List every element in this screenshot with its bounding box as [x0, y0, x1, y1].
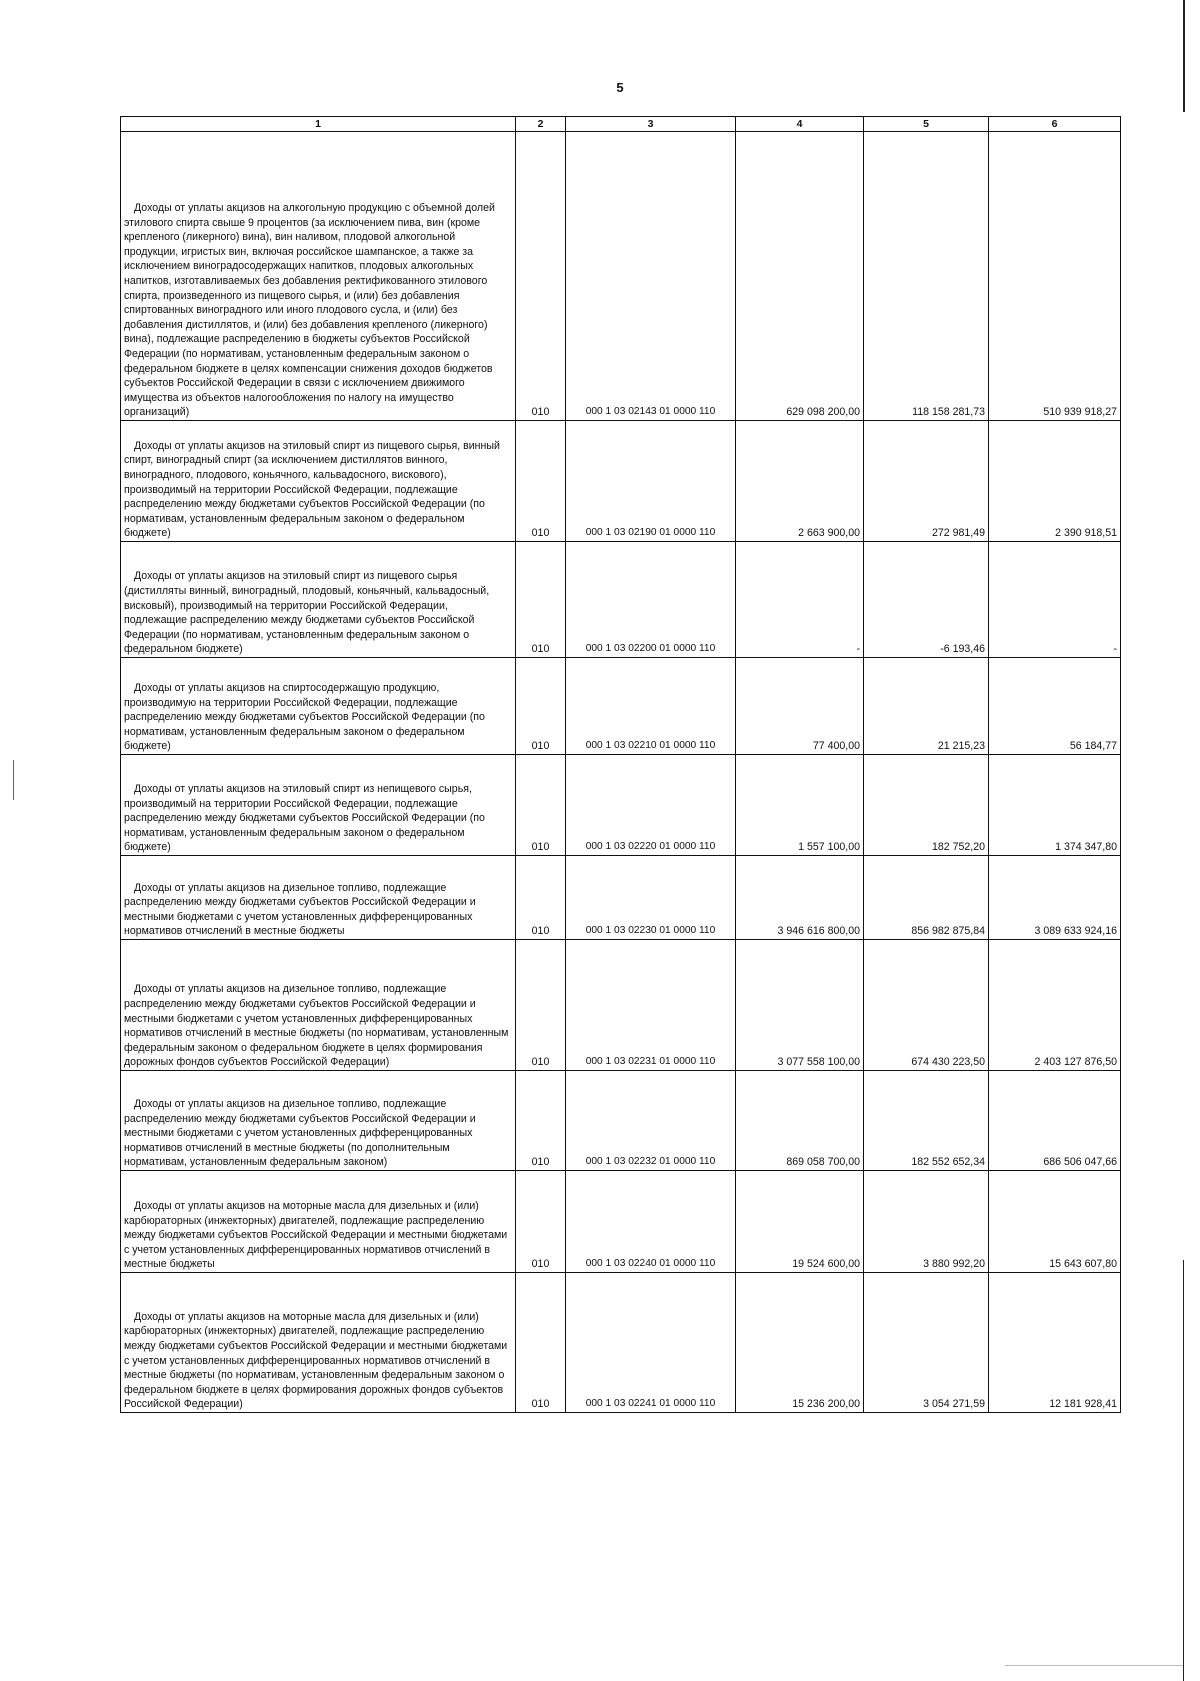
scan-edge-line — [1183, 0, 1185, 112]
row-line-code: 010 — [516, 658, 566, 755]
row-approved: 3 946 616 800,00 — [736, 856, 864, 940]
table-row — [121, 755, 1121, 856]
row-income-code: 000 1 03 02231 01 0000 110 — [566, 940, 736, 1071]
row-line-code: 010 — [516, 1273, 566, 1413]
row-income-code: 000 1 03 02143 01 0000 110 — [566, 132, 736, 421]
table-row — [121, 856, 1121, 940]
row-unexecuted: 56 184,77 — [989, 658, 1121, 755]
row-description-text: Доходы от уплаты акцизов на дизельное топливо, подлежащие распределению между бюджетами субъектов Российской Федерации и местными бюджетами с учетом установленных дифференцированных нормативов отчислений в местные бюджеты (по нормативам, установленным федеральным законом о федеральном бюджете в целях формирования дорожных фондов субъектов Российской Федерации) — [124, 983, 509, 1069]
row-line-code: 010 — [516, 132, 566, 421]
row-description — [121, 1273, 516, 1413]
header-col-6: 6 — [989, 117, 1121, 132]
table-row — [121, 421, 1121, 542]
row-income-code: 000 1 03 02220 01 0000 110 — [566, 755, 736, 856]
row-executed: 856 982 875,84 — [864, 856, 989, 940]
row-approved: - — [736, 542, 864, 658]
row-unexecuted: 1 374 347,80 — [989, 755, 1121, 856]
table-row — [121, 940, 1121, 1071]
row-unexecuted: 15 643 607,80 — [989, 1171, 1121, 1273]
row-income-code: 000 1 03 02240 01 0000 110 — [566, 1171, 736, 1273]
row-unexecuted: 12 181 928,41 — [989, 1273, 1121, 1413]
header-col-4: 4 — [736, 117, 864, 132]
row-approved: 1 557 100,00 — [736, 755, 864, 856]
row-description — [121, 755, 516, 856]
page-number: 5 — [616, 80, 624, 95]
row-approved: 869 058 700,00 — [736, 1071, 864, 1171]
row-unexecuted: 2 403 127 876,50 — [989, 940, 1121, 1071]
row-unexecuted: - — [989, 542, 1121, 658]
row-unexecuted: 510 939 918,27 — [989, 132, 1121, 421]
table-row — [121, 132, 1121, 421]
table-row — [121, 658, 1121, 755]
row-line-code: 010 — [516, 421, 566, 542]
scan-edge-line-lower — [1183, 1260, 1184, 1681]
income-table — [120, 116, 1121, 1413]
row-description — [121, 940, 516, 1071]
row-income-code: 000 1 03 02241 01 0000 110 — [566, 1273, 736, 1413]
row-description-text: Доходы от уплаты акцизов на этиловый спирт из пищевого сырья, винный спирт, виноградный спирт (за исключением дистиллятов винного, виноградного, плодового, коньячного, кальвадосного, вискового), производимый на территории Российской Федерации, подлежащие распределению между бюджетами субъектов Российской Федерации (по нормативам, установленным федеральным законом о федеральном бюджете) — [124, 439, 500, 540]
row-income-code: 000 1 03 02200 01 0000 110 — [566, 542, 736, 658]
row-description-text: Доходы от уплаты акцизов на дизельное топливо, подлежащие распределению между бюджетами субъектов Российской Федерации и местными бюджетами с учетом установленных дифференцированных нормативов отчислений в местные бюджеты — [124, 881, 476, 938]
row-line-code: 010 — [516, 542, 566, 658]
row-description — [121, 856, 516, 940]
row-line-code: 010 — [516, 1071, 566, 1171]
row-line-code: 010 — [516, 940, 566, 1071]
header-row — [121, 117, 1121, 132]
row-description-text: Доходы от уплаты акцизов на этиловый спирт из непищевого сырья, производимый на территории Российской Федерации, подлежащие распределению между бюджетами субъектов Российской Федерации (по нормативам, установленным федеральным законом о федеральном бюджете) — [124, 783, 485, 854]
row-approved: 3 077 558 100,00 — [736, 940, 864, 1071]
row-description — [121, 658, 516, 755]
row-unexecuted: 686 506 047,66 — [989, 1071, 1121, 1171]
scan-bottom-mark — [1005, 1665, 1183, 1666]
row-executed: -6 193,46 — [864, 542, 989, 658]
row-executed: 3 054 271,59 — [864, 1273, 989, 1413]
row-description-text: Доходы от уплаты акцизов на этиловый спирт из пищевого сырья (дистилляты винный, виноградный, плодовый, коньячный, кальвадосный, висковый), производимый на территории Российской Федерации, подлежащие распределению между бюджетами субъектов Российской Федерации (по нормативам, установленным федеральным законом о федеральном бюджете) — [124, 570, 490, 656]
row-line-code: 010 — [516, 755, 566, 856]
row-executed: 674 430 223,50 — [864, 940, 989, 1071]
row-line-code: 010 — [516, 1171, 566, 1273]
row-executed: 3 880 992,20 — [864, 1171, 989, 1273]
row-description-text: Доходы от уплаты акцизов на алкогольную продукцию с объемной долей этилового спирта свыше 9 процентов (за исключением пива, вин (кроме крепленого (ликерного) вина), вин наливом, плодовой алкогольной продукции, игристых вин, включая российское шампанское, а также за исключением виноградосодержащих напитков, плодовых алкогольных напитков, изготавливаемых без добавления ректификованного этилового спирта, произведенного из пищевого сырья, и (или) без добавления спиртованных виноградного или иного плодового сусла, и (или) без добавления дистиллятов, и (или) без добавления крепленого (ликерного) вина), подлежащие распределению в бюджеты субъектов Российской Федерации (по нормативам, установленным федеральным законом о федеральном бюджете в целях компенсации снижения доходов бюджетов субъектов Российской Федерации в связи с исключением движимого имущества из объектов налогообложения по налогу на имущество организаций) — [124, 202, 495, 419]
row-income-code: 000 1 03 02210 01 0000 110 — [566, 658, 736, 755]
row-approved: 2 663 900,00 — [736, 421, 864, 542]
row-approved: 19 524 600,00 — [736, 1171, 864, 1273]
row-description-text: Доходы от уплаты акцизов на моторные масла для дизельных и (или) карбюраторных (инжекторных) двигателей, подлежащие распределению между бюджетами субъектов Российской Федерации и местными бюджетами с учетом установленных дифференцированных нормативов отчислений в местные бюджеты (по нормативам, установленным федеральным законом о федеральном бюджете в целях формирования дорожных фондов субъектов Российской Федерации) — [124, 1310, 508, 1411]
header-col-5: 5 — [864, 117, 989, 132]
row-description — [121, 1071, 516, 1171]
row-income-code: 000 1 03 02232 01 0000 110 — [566, 1071, 736, 1171]
row-executed: 272 981,49 — [864, 421, 989, 542]
row-executed: 118 158 281,73 — [864, 132, 989, 421]
table-row — [121, 542, 1121, 658]
row-approved: 629 098 200,00 — [736, 132, 864, 421]
row-description — [121, 1171, 516, 1273]
row-approved: 77 400,00 — [736, 658, 864, 755]
table-row — [121, 1071, 1121, 1171]
row-description — [121, 542, 516, 658]
row-line-code: 010 — [516, 856, 566, 940]
row-unexecuted: 3 089 633 924,16 — [989, 856, 1121, 940]
row-description-text: Доходы от уплаты акцизов на моторные масла для дизельных и (или) карбюраторных (инжекторных) двигателей, подлежащие распределению между бюджетами субъектов Российской Федерации и местными бюджетами с учетом установленных дифференцированных нормативов отчислений в местные бюджеты — [124, 1200, 508, 1271]
row-description — [121, 132, 516, 421]
row-executed: 21 215,23 — [864, 658, 989, 755]
row-unexecuted: 2 390 918,51 — [989, 421, 1121, 542]
row-approved: 15 236 200,00 — [736, 1273, 864, 1413]
row-description-text: Доходы от уплаты акцизов на дизельное топливо, подлежащие распределению между бюджетами субъектов Российской Федерации и местными бюджетами с учетом установленных дифференцированных нормативов отчислений в местные бюджеты (по дополнительным нормативам, установленным федеральным законом) — [124, 1098, 476, 1169]
row-description — [121, 421, 516, 542]
table-row — [121, 1171, 1121, 1273]
row-income-code: 000 1 03 02230 01 0000 110 — [566, 856, 736, 940]
table-row — [121, 1273, 1121, 1413]
row-executed: 182 752,20 — [864, 755, 989, 856]
header-col-2: 2 — [516, 117, 566, 132]
row-executed: 182 552 652,34 — [864, 1071, 989, 1171]
scan-margin-mark — [13, 760, 14, 800]
row-income-code: 000 1 03 02190 01 0000 110 — [566, 421, 736, 542]
header-col-1: 1 — [121, 117, 516, 132]
header-col-3: 3 — [566, 117, 736, 132]
row-description-text: Доходы от уплаты акцизов на спиртосодержащую продукцию, производимую на территории Российской Федерации, подлежащие распределению между бюджетами субъектов Российской Федерации (по нормативам, установленным федеральным законом о федеральном бюджете) — [124, 682, 485, 753]
